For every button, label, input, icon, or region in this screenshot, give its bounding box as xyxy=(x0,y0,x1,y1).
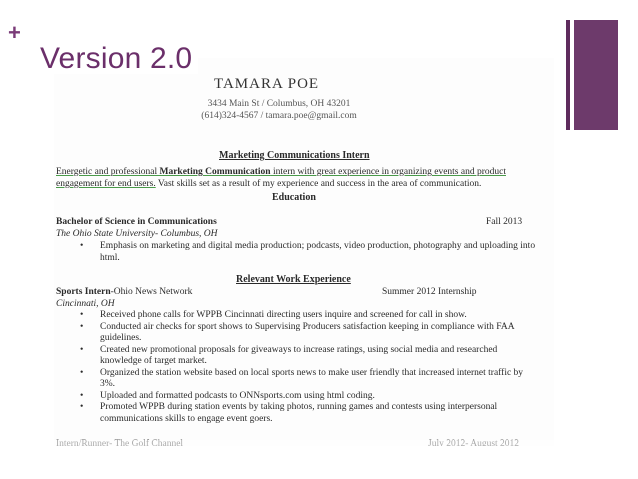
job-employer: -Ohio News Network xyxy=(110,287,193,297)
job-title xyxy=(56,286,192,298)
list-item: • Uploaded and formatted podcasts to ONNsports.com using html coding. xyxy=(80,391,540,403)
objective-heading: Marketing Communications Intern xyxy=(219,150,370,161)
education-heading: Education xyxy=(272,192,316,203)
degree: Bachelor of Science in Communications xyxy=(56,217,217,227)
objective-part3: Vast skills set as a result of my experience and success in the area of communication. xyxy=(155,179,482,189)
work-heading: Relevant Work Experience xyxy=(236,274,351,285)
job-duties-list xyxy=(80,310,540,425)
school: The Ohio State University- Columbus, OH xyxy=(56,229,218,239)
resume-name: TAMARA POE xyxy=(214,76,320,92)
job-title-bold: Sports Intern xyxy=(56,287,111,297)
slide-title: Version 2.0 xyxy=(40,44,198,74)
list-item: • Conducted air checks for sport shows to Supervising Producers satisfaction keeping in compliance with FAA guidelines. xyxy=(80,322,540,345)
list-item: • Received phone calls for WPPB Cincinnati directing users inquire and screened for call in show. xyxy=(80,310,540,322)
decorative-bar-thick xyxy=(574,20,618,130)
resume-image xyxy=(54,58,554,446)
job-date: Summer 2012 Internship xyxy=(382,287,477,297)
objective-part1: Energetic and professional xyxy=(56,167,160,177)
job-location: Cincinnati, OH xyxy=(56,299,115,309)
plus-symbol: + xyxy=(8,20,21,45)
education-list xyxy=(80,240,540,264)
degree-date: Fall 2013 xyxy=(486,217,523,227)
list-item: • Created new promotional proposals for giveaways to increase ratings, using social media and researched knowledge of target market. xyxy=(80,345,540,368)
list-item: • Organized the station website based on local sports news to make user friendly that increased internet traffic by 3%. xyxy=(80,368,540,391)
objective-bold: Marketing Communication xyxy=(159,167,271,177)
resume-address: 3434 Main St / Columbus, OH 43201 xyxy=(207,99,351,109)
decorative-bar-thin xyxy=(566,20,570,130)
resume-contact: (614)324-4567 / tamara.poe@gmail.com xyxy=(201,111,357,121)
list-item: • Promoted WPPB during station events by taking photos, running games and contests using interpersonal communications skills to engage event goers. xyxy=(80,402,540,425)
objective-part2: intern with great experience in organizing events and product engagement for end users. xyxy=(56,167,506,189)
objective-text xyxy=(56,166,536,190)
list-item: • Emphasis on marketing and digital media production; podcasts, video production, photography and uploading into html. xyxy=(80,240,540,264)
image-crop-fade xyxy=(54,440,554,446)
